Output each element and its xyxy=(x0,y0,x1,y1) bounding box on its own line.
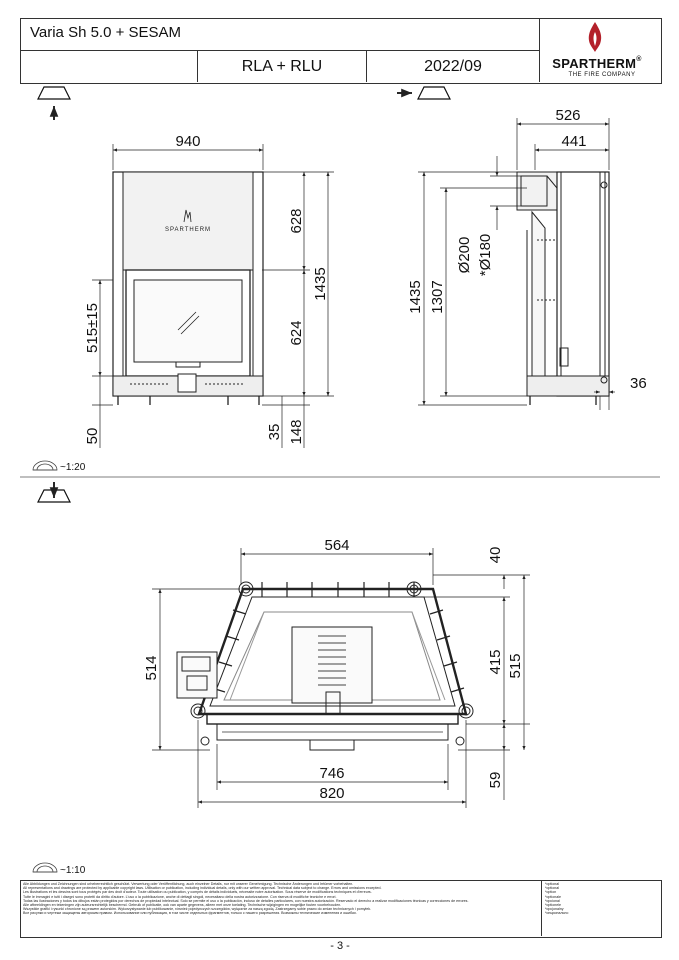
optional-pl: *opcjonalny xyxy=(545,907,564,912)
optional-nl: *optionele xyxy=(545,903,561,908)
note-en: All representations and drawings are protected by applicable copyright laws. Utilisation or publication, including individual details, only with our written approval. Technical data subject to change. Errors and omissions excepted. xyxy=(23,886,382,891)
brand-tagline: THE FIRE COMPANY xyxy=(568,72,636,78)
view-symbol-plan-icon xyxy=(38,482,70,502)
dim-front-base: 35 xyxy=(266,423,283,441)
plan-view xyxy=(177,582,473,750)
note-pl: Wszystkie grafiki i rysunki chronione są prawem autorskim. Wykorzystywanie lub publikowanie, również pojedynczych szczegółów, wyłącznie za naszą zgodą. Zastrzegamy sobie prawo do zmian technicznych i pomyłek. xyxy=(23,907,372,912)
note-nl: Alle afbeeldingen en tekeningen zijn auteursrechtelijk beschermd. Gebruik of publicatie, ook van aparte gegevens, alleen met onze toelating. Technische wijzigingen en mogelijke fouten voorbehouden. xyxy=(23,903,342,908)
scale-symbol-top-icon xyxy=(33,461,57,470)
scale-label-top: ~1:20 xyxy=(60,462,86,473)
optional-en: *optional xyxy=(545,886,559,891)
dim-side-flue-inner: *Ø180 xyxy=(477,233,494,277)
view-symbol-front-icon xyxy=(38,87,70,120)
dim-side-foot: 36 xyxy=(630,375,647,392)
dim-side-body: 1307 xyxy=(429,280,446,314)
note-es: Todas las ilustraciones y todos los dibujos están protegidos por derechos de propiedad intelectual. Solo se permite el uso o la publicación, incluso de detalles particulares, con nuestra autorización. Reservado el derecho a realizar modificaciones técnicas y correcciones de errores. xyxy=(23,898,469,903)
note-de: Alle Abbildungen und Zeichnungen sind urheberrechtlich geschützt. Verwertung oder Veröffentlichung, auch einzelner Details, nur mit unserer Genehmigung. Technische Änderungen und Irrtümer vorbehalten. xyxy=(23,882,354,886)
dim-plan-depth-inner: 415 xyxy=(487,649,504,675)
dim-plan-front-outer: 820 xyxy=(319,785,345,802)
footer-notes xyxy=(23,882,538,916)
side-view xyxy=(517,172,609,405)
dim-plan-top-offset: 40 xyxy=(487,546,504,564)
optional-ru: *опционально xyxy=(545,911,569,916)
dim-plan-depth-right: 515 xyxy=(507,653,524,679)
side-dimensions xyxy=(418,118,615,410)
note-it: Tutte le immagini e tutti i disegni sono protetti da diritto d'autore. L'uso o la pubblicazione, anche di dettagli singoli, necessitano della nostra autorizzazione. Con riserva di modifiche tecniche e errori. xyxy=(23,894,337,899)
front-plate-text: SPARTHERM xyxy=(164,227,212,233)
dim-plan-front-depth: 59 xyxy=(487,771,504,789)
page-number: - 3 - xyxy=(330,940,350,952)
date-label: 2022/09 xyxy=(424,58,482,75)
optional-es: *opcional xyxy=(545,898,560,903)
dim-plan-top-width: 564 xyxy=(324,537,350,554)
dim-front-width: 940 xyxy=(175,133,201,150)
product-title: Varia Sh 5.0 + SESAM xyxy=(30,24,182,41)
dim-plan-front-inner: 746 xyxy=(319,765,345,782)
brand-text: SPARTHERM xyxy=(552,56,637,71)
optional-it: *optionale xyxy=(545,894,561,899)
dim-front-upper: 628 xyxy=(288,208,305,234)
dim-front-glass: 515±15 xyxy=(84,303,101,353)
note-fr: Les illustrations et les dessins sont tous protégés par des droit d'auteur. Toute utilisation ou publication, y compris de détails individuels, nécessite notre autorisation. Sous réserve de modifications techniques et d'erreurs. xyxy=(23,890,372,895)
registered-mark: ® xyxy=(636,56,642,63)
dim-front-feet: 50 xyxy=(84,427,101,445)
footer-optional xyxy=(545,882,657,916)
dim-side-flue-outer: Ø200 xyxy=(456,236,473,274)
dim-side-total: 1435 xyxy=(407,280,424,314)
dim-front-door: 624 xyxy=(288,320,305,346)
scale-symbol-bottom-icon xyxy=(33,863,57,872)
dim-front-total: 1435 xyxy=(312,267,329,301)
dim-plan-depth-left: 514 xyxy=(143,655,160,681)
footer-divider xyxy=(541,880,542,936)
dim-side-inner-depth: 441 xyxy=(561,133,587,150)
note-ru: Все рисунки и чертежи защищены авторским правом. Использование или публикация, в том числе отдельных фрагментов, только с нашего разрешения. Возможны технические изменения и ошибки. xyxy=(23,911,357,916)
optional-fr: *option xyxy=(545,890,557,895)
scale-label-bottom: ~1:10 xyxy=(60,865,86,876)
view-symbol-side-icon xyxy=(397,87,450,99)
front-view xyxy=(113,172,263,405)
dim-side-depth: 526 xyxy=(555,107,581,124)
dim-front-lower: 148 xyxy=(288,419,305,445)
variant-label: RLA + RLU xyxy=(241,58,323,75)
optional-de: *optional xyxy=(545,882,559,886)
